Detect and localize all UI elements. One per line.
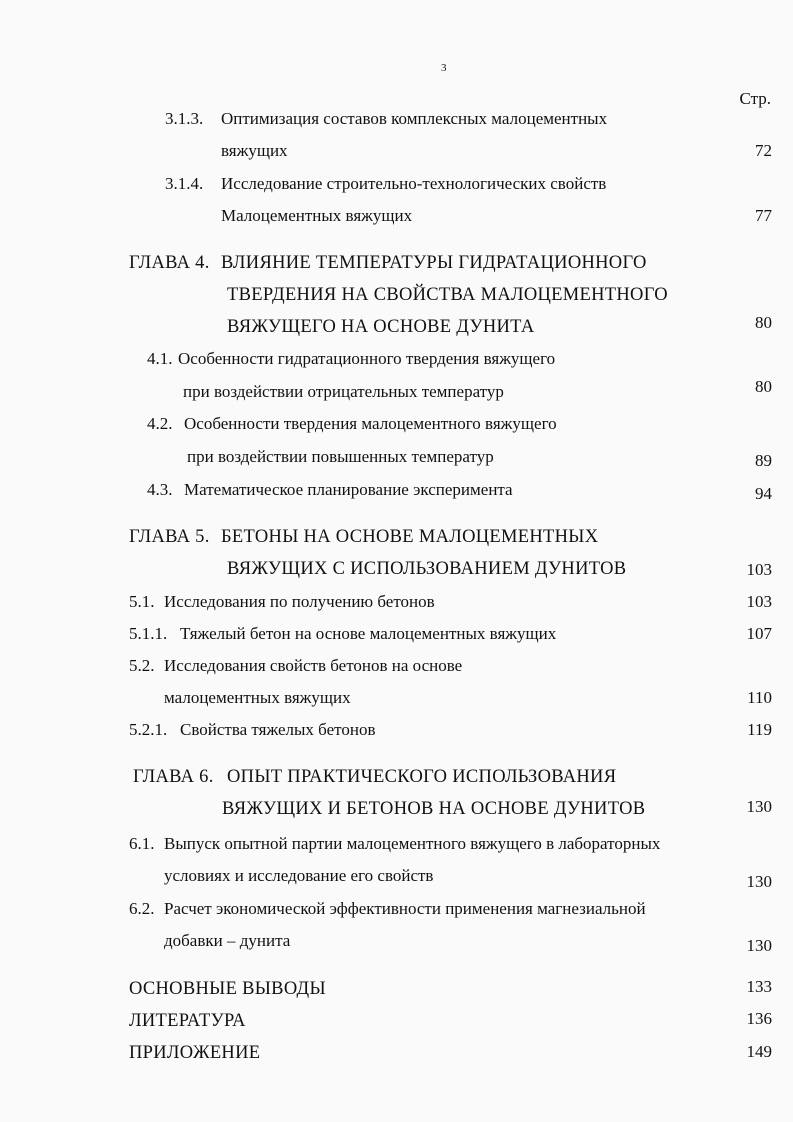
entry-page: 94 — [755, 484, 772, 503]
entry-title-line: Исследования по получению бетонов — [164, 592, 435, 611]
entry-title-line: добавки – дунита — [164, 931, 291, 950]
entry-number: 6.1. — [129, 834, 155, 853]
entry-title-line: Тяжелый бетон на основе малоцементных вяжущих — [180, 624, 557, 643]
entry-title-line: Особенности гидратационного твердения вяжущего — [178, 349, 556, 368]
entry-title-line: Свойства тяжелых бетонов — [180, 720, 376, 739]
entry-page: 130 — [746, 797, 772, 816]
section-title: ОСНОВНЫЕ ВЫВОДЫ — [129, 979, 326, 999]
entry-number: 3.1.4. — [165, 174, 204, 193]
chapter-title-line: БЕТОНЫ НА ОСНОВЕ МАЛОЦЕМЕНТНЫХ — [221, 527, 599, 547]
entry-title-line: Выпуск опытной партии малоцементного вяжущего в лабораторных — [164, 834, 661, 853]
entry-page: 72 — [755, 141, 772, 160]
entry-title-line: при воздействии отрицательных температур — [183, 382, 504, 401]
entry-title-line: малоцементных вяжущих — [164, 688, 351, 707]
entry-page: 107 — [746, 624, 772, 643]
chapter-title-line: ВЯЖУЩЕГО НА ОСНОВЕ ДУНИТА — [227, 317, 535, 337]
chapter-number: ГЛАВА 4. — [129, 253, 210, 273]
entry-page: 149 — [746, 1042, 772, 1061]
entry-title-line: условиях и исследование его свойств — [164, 866, 434, 885]
section-title: ПРИЛОЖЕНИЕ — [129, 1043, 261, 1063]
entry-number: 4.1. — [147, 349, 173, 368]
entry-page: 130 — [746, 872, 772, 891]
entry-title-line: Оптимизация составов комплексных малоцементных — [221, 109, 608, 128]
entry-number: 5.1.1. — [129, 624, 168, 643]
entry-number: 5.1. — [129, 592, 155, 611]
chapter-title-line: ВЛИЯНИЕ ТЕМПЕРАТУРЫ ГИДРАТАЦИОННОГО — [221, 253, 647, 273]
chapter-number: ГЛАВА 5. — [129, 527, 210, 547]
entry-title-line: Математическое планирование эксперимента — [184, 480, 513, 499]
chapter-title-line: ВЯЖУЩИХ И БЕТОНОВ НА ОСНОВЕ ДУНИТОВ — [222, 799, 646, 819]
entry-page: 103 — [746, 592, 772, 611]
chapter-title-line: ВЯЖУЩИХ С ИСПОЛЬЗОВАНИЕМ ДУНИТОВ — [227, 559, 627, 579]
entry-title-line: Особенности твердения малоцементного вяжущего — [184, 414, 557, 433]
entry-title-line: Малоцементных вяжущих — [221, 206, 413, 225]
entry-page: 136 — [746, 1009, 772, 1028]
entry-title-line: Исследования свойств бетонов на основе — [164, 656, 463, 675]
entry-number: 5.2.1. — [129, 720, 168, 739]
entry-page: 119 — [747, 720, 772, 739]
entry-page: 133 — [746, 977, 772, 996]
page-column-header: Стр. — [739, 89, 771, 108]
entry-number: 3.1.3. — [165, 109, 204, 128]
entry-page: 130 — [746, 936, 772, 955]
entry-number: 5.2. — [129, 656, 155, 675]
chapter-title-line: ТВЕРДЕНИЯ НА СВОЙСТВА МАЛОЦЕМЕНТНОГО — [227, 285, 668, 305]
section-title: ЛИТЕРАТУРА — [129, 1011, 246, 1031]
entry-page: 89 — [755, 451, 772, 470]
entry-number: 4.3. — [147, 480, 173, 499]
entry-title-line: вяжущих — [221, 141, 288, 160]
entry-title-line: Расчет экономической эффективности применения магнезиальной — [164, 899, 646, 918]
entry-title-line: при воздействии повышенных температур — [187, 447, 494, 466]
entry-number: 6.2. — [129, 899, 155, 918]
entry-page: 80 — [755, 313, 772, 332]
entry-page: 77 — [755, 206, 772, 225]
entry-page: 103 — [746, 560, 772, 579]
entry-title-line: Исследование строительно-технологических свойств — [221, 174, 607, 193]
chapter-title-line: ОПЫТ ПРАКТИЧЕСКОГО ИСПОЛЬЗОВАНИЯ — [227, 767, 617, 787]
entry-number: 4.2. — [147, 414, 173, 433]
chapter-number: ГЛАВА 6. — [133, 767, 214, 787]
entry-page: 110 — [747, 688, 772, 707]
page-number: 3 — [441, 62, 447, 74]
entry-page: 80 — [755, 377, 772, 396]
